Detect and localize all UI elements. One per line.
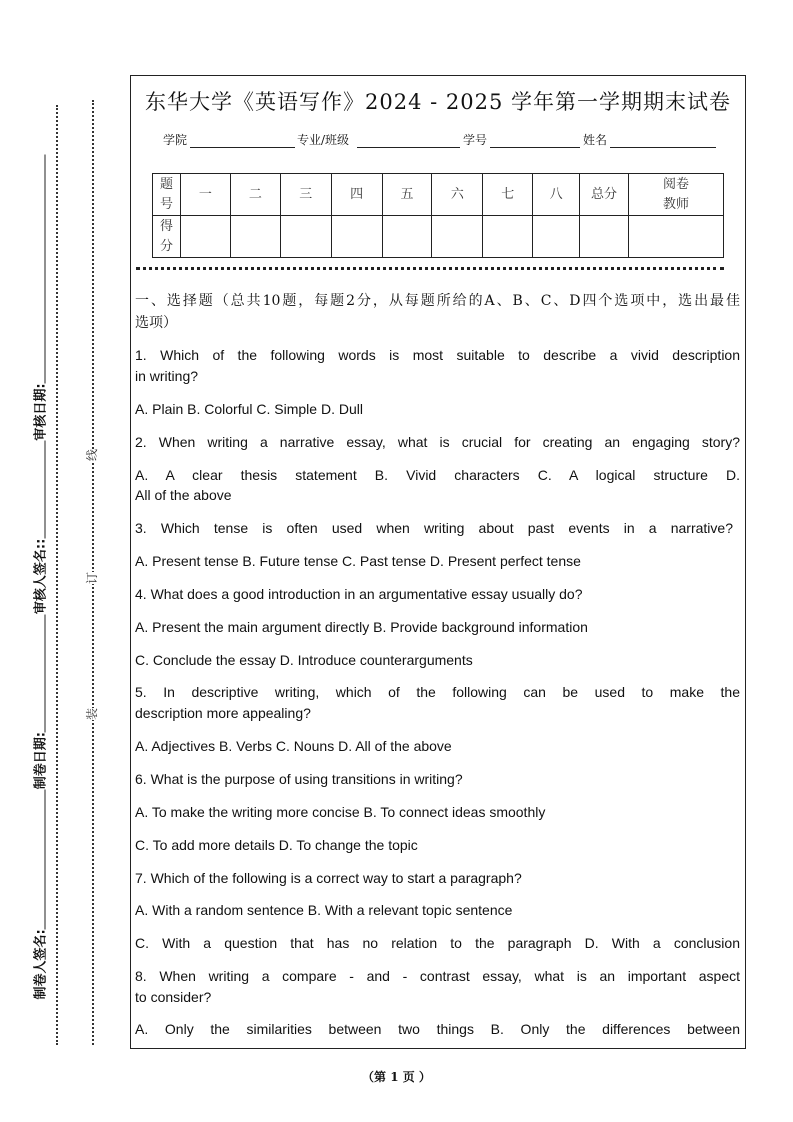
prepare-date-label: 制卷日期: — [33, 732, 49, 790]
name-label: 姓名 — [583, 133, 608, 147]
question-line: 3. Which tense is often used when writing about past events in a narrative? — [135, 520, 733, 536]
col-header-total: 总分 — [580, 174, 629, 216]
question-line: 8. When writing a compare - and - contrast essay, what is an important aspect — [135, 968, 740, 984]
section-heading: 一、选择题（总共10题，每题2分，从每题所给的A、B、C、D四个选项中，选出最佳 — [135, 293, 740, 309]
options-line: A. Only the similarities between two things B. Only the differences between — [135, 1021, 740, 1037]
exam-title: 东华大学《英语写作》2024 - 2025 学年第一学期期末试卷 — [144, 90, 731, 114]
score-cell[interactable] — [230, 216, 280, 258]
options-line: A. A clear thesis statement B. Vivid characters C. A logical structure D. — [135, 467, 740, 483]
reviewer-signature-label: 审核人签名:: — [33, 538, 49, 615]
student-id-label: 学号 — [463, 133, 488, 147]
name-field[interactable] — [610, 147, 716, 148]
section-heading-cont: 选项） — [135, 315, 177, 331]
options-line: A. Present the main argument directly B. Provide background information — [135, 619, 588, 635]
row-label-score: 得分 — [153, 216, 181, 258]
options-line: A. Present tense B. Future tense C. Past tense D. Present perfect tense — [135, 553, 581, 569]
score-cell-total[interactable] — [580, 216, 629, 258]
score-cell[interactable] — [331, 216, 382, 258]
reviewer-signature-line[interactable] — [45, 441, 46, 539]
binding-char-staple: 订 — [85, 571, 100, 585]
score-cell[interactable] — [280, 216, 331, 258]
score-cell[interactable] — [432, 216, 483, 258]
major-class-field[interactable] — [357, 147, 460, 148]
options-line: A. To make the writing more concise B. To connect ideas smoothly — [135, 804, 546, 820]
page-number: （第 1 页 ） — [362, 1070, 431, 1084]
question-line: 6. What is the purpose of using transitions in writing? — [135, 771, 463, 787]
score-cell[interactable] — [382, 216, 432, 258]
preparer-signature-line[interactable] — [45, 789, 46, 929]
question-line: 1. Which of the following words is most suitable to describe a vivid description — [135, 347, 740, 363]
question-line: 4. What does a good introduction in an argumentative essay usually do? — [135, 586, 583, 602]
col-header: 一 — [180, 174, 230, 216]
question-line: in writing? — [135, 368, 199, 384]
question-number-row — [153, 174, 724, 216]
options-line: All of the above — [135, 487, 232, 503]
question-line: 5. In descriptive writing, which of the following can be used to make the — [135, 684, 740, 700]
score-cell[interactable] — [533, 216, 580, 258]
options-line: A. Plain B. Colorful C. Simple D. Dull — [135, 401, 363, 417]
question-line: 7. Which of the following is a correct way to start a paragraph? — [135, 870, 522, 886]
prepare-date-line[interactable] — [45, 614, 46, 732]
options-line: A. With a random sentence B. With a relevant topic sentence — [135, 902, 513, 918]
col-header: 四 — [331, 174, 382, 216]
binding-char-line: 线 — [85, 448, 100, 462]
options-line: C. With a question that has no relation to the paragraph D. With a conclusion — [135, 935, 740, 951]
col-header: 七 — [483, 174, 533, 216]
major-class-label: 专业/班级 — [297, 133, 350, 147]
review-date-label: 审核日期: — [33, 383, 49, 441]
review-date-line[interactable] — [45, 155, 46, 384]
score-row — [153, 216, 724, 258]
col-header: 六 — [432, 174, 483, 216]
student-id-field[interactable] — [490, 147, 580, 148]
score-cell[interactable] — [483, 216, 533, 258]
college-label: 学院 — [163, 133, 188, 147]
college-field[interactable] — [190, 147, 295, 148]
col-header: 八 — [533, 174, 580, 216]
col-header: 二 — [230, 174, 280, 216]
options-line: A. Adjectives B. Verbs C. Nouns D. All of the above — [135, 738, 452, 754]
options-line: C. Conclude the essay D. Introduce counterarguments — [135, 652, 473, 668]
question-line: description more appealing? — [135, 705, 311, 721]
score-table — [152, 173, 724, 258]
row-label-question-number: 题号 — [153, 174, 181, 216]
preparer-signature-label: 制卷人签名: — [33, 929, 49, 1000]
score-cell[interactable] — [180, 216, 230, 258]
col-header-grader: 阅卷教师 — [629, 174, 724, 216]
dotted-separator — [136, 267, 724, 270]
binding-char-bind: 装 — [85, 707, 100, 721]
binding-dotted-line-outer — [56, 105, 58, 1045]
col-header: 五 — [382, 174, 432, 216]
col-header: 三 — [280, 174, 331, 216]
score-cell-grader[interactable] — [629, 216, 724, 258]
options-line: C. To add more details D. To change the topic — [135, 837, 418, 853]
question-line: 2. When writing a narrative essay, what is crucial for creating an engaging story? — [135, 434, 740, 450]
question-line: to consider? — [135, 989, 212, 1005]
signature-margin — [29, 155, 49, 1000]
